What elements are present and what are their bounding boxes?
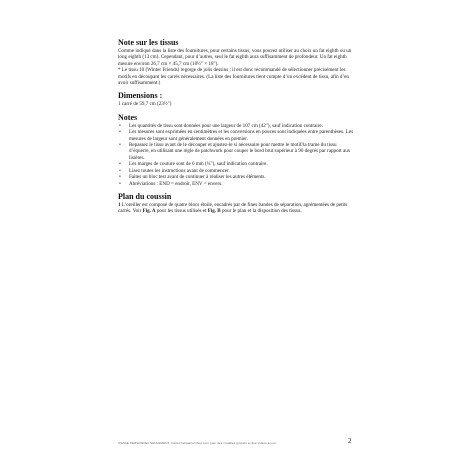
notes-item-text: Les marges de couture sont de 6 mm (¼"), sauf indication contraire. xyxy=(129,161,268,168)
bullet-icon: • xyxy=(119,180,121,187)
notes-title: Notes xyxy=(118,112,138,122)
fabric-note-paragraph-1: Comme indiqué dans la liste des fournitures, pour certains tissus, vous pouvez utiliser au choix un fat eighth ou un long eighth (13 cm). Cependant, pour d’autres, seul le fat eighth aura suffisamment de profondeur. Un fat eighth mesure environ 26,7 cm × 45,7 cm (10½" × 18"). xyxy=(118,48,352,67)
plan-title: Plan du coussin xyxy=(118,191,172,201)
fabric-note-paragraph-2: * Le tissu 10 (Winter Friends) regorge de jolis dessins ; il est donc recommandé de sélectionner précisément les motifs en découpant les carrés nécessaires. (La liste des fournitures tient compte d’un excédent de tissu, afin d’en avoir suffisamment.) xyxy=(118,67,349,87)
notes-list xyxy=(118,123,354,187)
fabric-note-section xyxy=(118,38,354,86)
notes-item-text: Les mesures sont exprimées en centimètres et les conversions en pouces sont indiquées entre parenthèses. Les mesures de largeur sont généralement données en premier. xyxy=(129,129,354,142)
notes-item-text: Lisez toutes les instructions avant de commencer. xyxy=(129,167,230,174)
notes-item-text: Abréviations : END = endroit, ENV = envers. xyxy=(129,180,223,187)
dimensions-section xyxy=(118,91,354,107)
bullet-icon: • xyxy=(119,161,121,168)
plan-text-c: pour le plan et la disposition des tissus. xyxy=(220,208,302,215)
bullet-icon: • xyxy=(119,142,121,149)
fabric-note-title: Note sur les tissus xyxy=(118,38,179,47)
footer-copyright: USAGE PERSONNEL SEULEMENT. Visitez fatquartershop.com pour des modèles gratuits et des vidéos à jour. xyxy=(118,441,277,445)
page-content xyxy=(118,38,354,220)
notes-list-item xyxy=(118,142,354,161)
figure-a-reference: Fig. A xyxy=(142,208,156,215)
bullet-icon: • xyxy=(119,174,121,181)
bullet-icon: • xyxy=(119,129,121,136)
step-number: 1 xyxy=(118,201,121,208)
notes-item-text: Faites un bloc test avant de continuer à réaliser les autres éléments. xyxy=(129,174,266,181)
plan-text-b: pour les tissus utilisés et xyxy=(155,208,208,215)
plan-section xyxy=(118,192,354,215)
dimensions-title: Dimensions : xyxy=(118,91,163,101)
notes-list-item xyxy=(118,129,354,142)
plan-paragraph xyxy=(118,202,354,215)
bullet-icon: • xyxy=(119,167,121,174)
figure-b-reference: Fig. B xyxy=(207,208,221,215)
plan-text-a: L’oreiller est composé de quatre blocs étoile, encadrés par de fines bandes de séparation, agrémentées de petits carrés. Voir xyxy=(118,201,348,215)
notes-list-item xyxy=(118,181,354,187)
dimensions-text: 1 carré de 59,7 cm (23½") xyxy=(118,101,172,108)
bullet-icon: • xyxy=(119,122,121,129)
notes-item-text: Les quantités de tissu sont données pour une largeur de 107 cm (42"), sauf indication contraire. xyxy=(129,122,323,129)
notes-item-text: Repassez le tissu avant de le découper et ajustez-le si nécessaire pour mettre le motif/la trame du tissu d’équerre, en utilisant une règle de patchwork pour couper le bord brut supérieur à 90 degrés par rapport aux lisières. xyxy=(129,142,351,161)
page-number: 2 xyxy=(348,437,352,445)
notes-section xyxy=(118,113,354,187)
